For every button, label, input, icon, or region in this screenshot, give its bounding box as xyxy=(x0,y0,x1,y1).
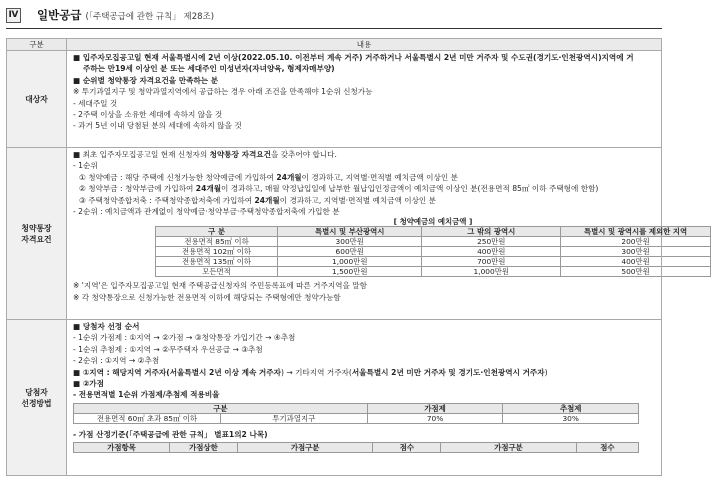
criteria-table xyxy=(73,442,639,453)
requirement-intro xyxy=(73,149,655,160)
target-content xyxy=(67,51,662,148)
requirement-label xyxy=(7,148,67,320)
ratio-header: 추첨제 xyxy=(503,403,639,413)
col-label-header: 구분 xyxy=(7,39,67,51)
requirement-content xyxy=(67,148,688,320)
criteria-table-wrap xyxy=(73,442,639,453)
intro-post: 을 갖추어야 합니다. xyxy=(270,150,337,159)
section-number: Ⅳ xyxy=(6,8,21,23)
deposit-cell: 400만원 xyxy=(422,247,561,257)
rank-item-bold: 24개월 xyxy=(195,184,222,194)
requirement-label-line1: 청약통장 xyxy=(21,223,52,233)
rank-item-bold: 24개월 xyxy=(254,195,280,205)
criteria-header: 가점항목 xyxy=(74,443,170,453)
target-line: ■ 입주자모집공고일 현재 서울특별시에 2년 이상(2022.05.10. 이전부터 계속 거주) 거주하거나 서울특별시 2년 미만 거주자 및 수도권(경기도·인천광역시)지역에 거 xyxy=(73,53,634,62)
col-content-header: 내용 xyxy=(67,39,662,51)
rank-item xyxy=(73,183,655,194)
deposit-table-wrap xyxy=(155,217,711,277)
winner-label xyxy=(7,320,67,476)
order-item: - 1순위 추첨제 : ①지역 → ②무주택자 우선공급 → ③추첨 xyxy=(73,344,263,354)
header-divider xyxy=(6,28,662,29)
target-line: ■ 순위별 청약통장 자격요건을 만족하는 분 xyxy=(73,75,219,85)
deposit-cell: 1,500만원 xyxy=(278,267,422,277)
intro-bold: 청약통장 자격요건 xyxy=(209,150,271,159)
ratio-header: 구분 xyxy=(74,403,368,413)
target-line: - 2주택 이상을 소유한 세대에 속하지 않을 것 xyxy=(73,110,223,120)
deposit-cell: 1,000만원 xyxy=(422,267,561,277)
point-title: ■ ②가점 xyxy=(73,379,104,389)
requirement-note: ※ '지역'은 입주자모집공고일 현재 주택공급신청자의 주민등록표에 따른 거주지역을 말함 xyxy=(73,281,367,291)
deposit-row xyxy=(156,237,711,247)
order-item: - 2순위 : ①지역 → ②추첨 xyxy=(73,356,160,366)
rank-item-pre: ② 청약부금 : 청약부금에 가입하여 xyxy=(79,184,196,194)
region-bold-2: 서울특별시 2년 미만 거주자 및 경기도·인천광역시 거주자 xyxy=(351,367,545,377)
deposit-cell: 전용면적 102㎡ 이하 xyxy=(156,247,278,257)
region-bold-1: 서울특별시 2년 이상 계속 거주자 xyxy=(169,367,281,377)
rank-item-bold: 24개월 xyxy=(276,172,302,182)
ratio-header: 가점제 xyxy=(367,403,503,413)
deposit-cell: 전용면적 85㎡ 이하 xyxy=(156,237,278,247)
ratio-table-wrap xyxy=(73,403,639,424)
ratio-table xyxy=(73,403,639,424)
rank-item-pre: ③ 주택청약종합저축 : 주택청약종합저축에 가입하여 xyxy=(79,195,255,205)
ratio-row xyxy=(74,413,639,423)
deposit-header: 그 밖의 광역시 xyxy=(422,227,561,237)
ratio-cell: 전용면적 60㎡ 초과 85㎡ 이하 xyxy=(74,413,221,423)
winner-label-line1: 당첨자 xyxy=(25,387,48,397)
region-mid: ) → 기타지역 거주자( xyxy=(280,367,352,377)
ratio-cell: 30% xyxy=(503,413,639,423)
deposit-row xyxy=(156,267,711,277)
ratio-title: - 전용면적별 1순위 가점제/추첨제 적용비율 xyxy=(73,390,220,400)
deposit-cell: 250만원 xyxy=(422,237,561,247)
rank-item-post: 이 경과하고, 매월 약정납입일에 납부한 월납입인정금액이 예치금액 이상인 분(전용면적 85㎡ 이하 주택형에 한함) xyxy=(221,184,599,194)
criteria-header: 점수 xyxy=(576,443,638,453)
order-item: - 1순위 가점제 : ①지역 → ②가점 → ③청약통장 가입기간 → ④추첨 xyxy=(73,333,296,343)
requirement-label-line2: 자격요건 xyxy=(21,234,52,244)
section-title-text: 일반공급 xyxy=(37,8,82,22)
requirement-note: ※ 각 청약통장으로 신청가능한 전용면적 이하에 해당되는 주택형에만 청약가능함 xyxy=(73,292,341,302)
deposit-cell: 모든면적 xyxy=(156,267,278,277)
deposit-cell: 1,000만원 xyxy=(278,257,422,267)
target-line: - 세대주일 것 xyxy=(73,98,118,108)
region-post: ) xyxy=(544,367,548,377)
section-subtitle: (「주택공급에 관한 규칙」 제28조) xyxy=(85,12,215,22)
rank-item xyxy=(73,195,655,206)
region-rule xyxy=(73,367,655,378)
target-line: 주하는 만19세 이상인 분 또는 세대주인 미성년자(자녀양육, 형제자매부양) xyxy=(83,64,335,74)
target-label: 대상자 xyxy=(7,51,67,148)
target-line: - 과거 5년 이내 당첨된 분의 세대에 속하지 않을 것 xyxy=(73,121,242,131)
deposit-header: 구 분 xyxy=(156,227,278,237)
order-title: ■ 당첨자 선정 순서 xyxy=(73,322,140,331)
deposit-cell: 300만원 xyxy=(561,247,711,257)
deposit-title: [ 청약예금의 예치금액 ] xyxy=(156,217,711,227)
target-line: ※ 투기과열지구 및 청약과열지역에서 공급하는 경우 아래 조건을 만족해야 1순위 신청가능 xyxy=(73,87,373,97)
winner-content xyxy=(67,320,662,476)
second-rank: - 2순위 : 예치금액과 관계없이 청약예금·청약부금·주택청약종합저축에 가입한 분 xyxy=(73,207,340,217)
intro-pre: ■ 최초 입주자모집공고일 현재 신청자의 xyxy=(73,150,210,159)
rank-item-pre: ① 청약예금 : 해당 주택에 신청가능한 청약예금에 가입하여 xyxy=(79,172,277,182)
deposit-cell: 700만원 xyxy=(422,257,561,267)
deposit-row xyxy=(156,247,711,257)
rank-item-post: 이 경과하고, 지역별·면적별 예치금액 이상인 분 xyxy=(279,195,437,205)
criteria-header: 가점상한 xyxy=(170,443,238,453)
winner-label-line2: 선정방법 xyxy=(21,398,52,408)
ratio-cell: 투기과열지구 xyxy=(220,413,367,423)
criteria-header: 점수 xyxy=(373,443,441,453)
deposit-cell: 전용면적 135㎡ 이하 xyxy=(156,257,278,267)
rank-item xyxy=(73,172,655,183)
deposit-cell: 400만원 xyxy=(561,257,711,267)
general-supply-table xyxy=(6,38,688,476)
deposit-cell: 600만원 xyxy=(278,247,422,257)
deposit-header: 특별시 및 광역시를 제외한 지역 xyxy=(561,227,711,237)
rank-item-post: 이 경과하고, 지역별·면적별 예치금액 이상인 분 xyxy=(301,172,458,182)
region-pre: ■ ①지역 : 해당지역 거주자( xyxy=(73,367,170,377)
deposit-cell: 300만원 xyxy=(278,237,422,247)
deposit-table xyxy=(155,217,711,277)
criteria-title: - 가점 산정기준(「주택공급에 관한 규칙」 별표1의2 나목) xyxy=(73,429,268,439)
section-title xyxy=(37,7,214,23)
ratio-cell: 70% xyxy=(367,413,503,423)
deposit-row xyxy=(156,257,711,267)
section-header xyxy=(6,7,214,23)
deposit-cell: 200만원 xyxy=(561,237,711,247)
criteria-header: 가점구분 xyxy=(441,443,577,453)
deposit-header: 특별시 및 부산광역시 xyxy=(278,227,422,237)
first-rank-title: - 1순위 xyxy=(73,161,98,171)
criteria-header: 가점구분 xyxy=(237,443,373,453)
deposit-cell: 500만원 xyxy=(561,267,711,277)
